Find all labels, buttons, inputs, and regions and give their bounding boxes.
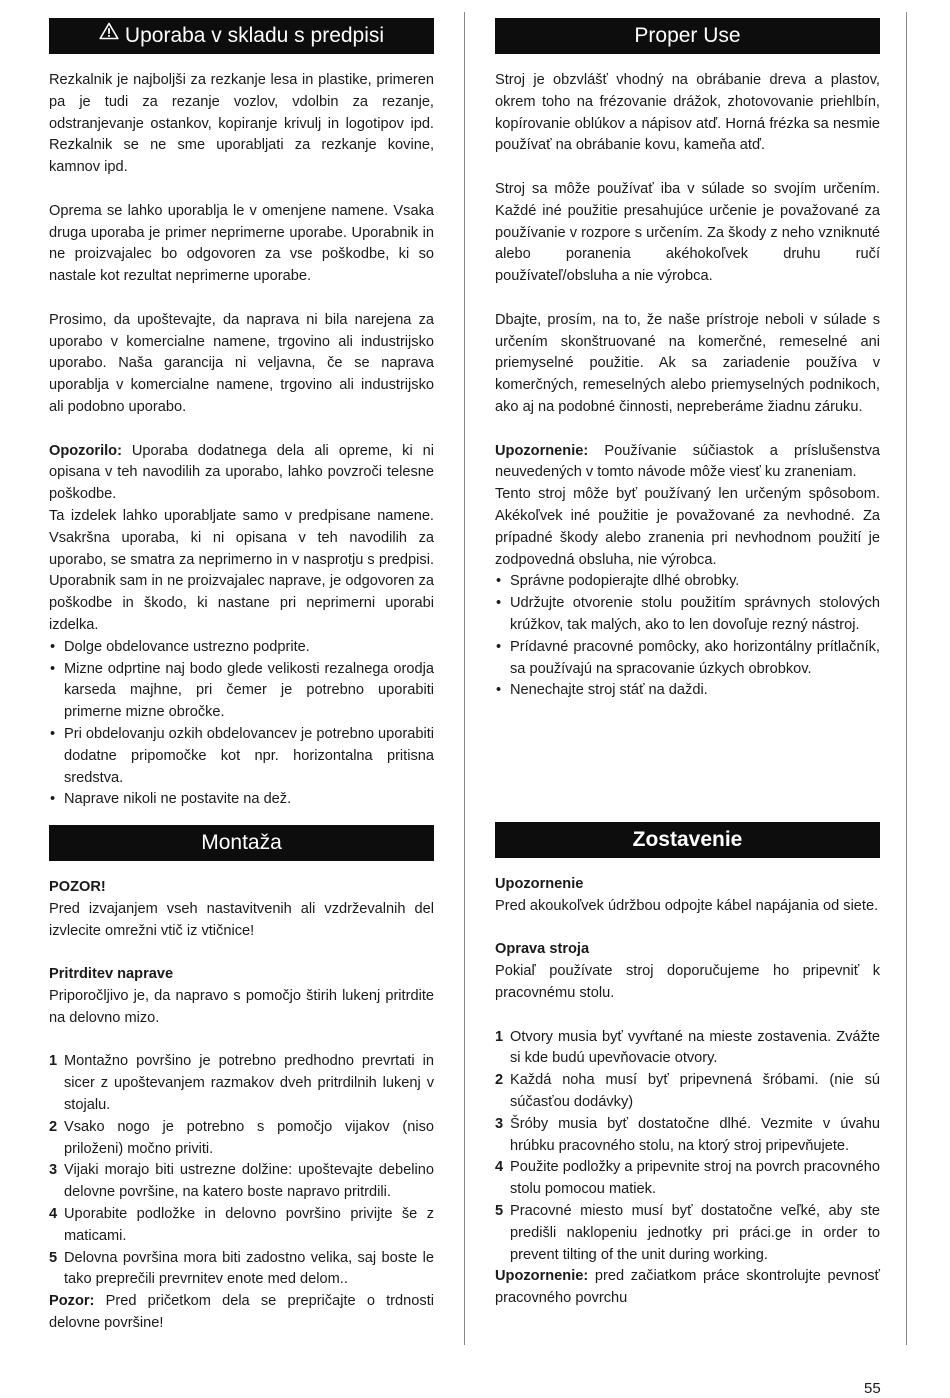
- step-text: Každá noha musí byť pripevnená šróbami. (nie sú súčasťou dodávky): [510, 1072, 880, 1110]
- paragraph: Rezkalnik je najboljši za rezkanje lesa in plastike, primeren pa je tudi za rezanje vozlov, vdolbin za rezanje, odstranjevanje ostankov, kopiranje krivulj in logotipov ipd. Rezkalnik se ne sme uporabljati za rezkanje kovine, kamnov ipd.: [49, 72, 434, 176]
- step-number: 4: [49, 1206, 58, 1223]
- list-item: [49, 1051, 434, 1116]
- step-number: 2: [495, 1072, 504, 1089]
- list-item: [495, 1114, 880, 1158]
- step-number: 3: [49, 1162, 58, 1179]
- step-text: Otvory musia byť vyvŕtané na mieste zostavenia. Zvážte si kde budú upevňovacie otvory.: [510, 1028, 880, 1067]
- subheading: Oprava stroja: [495, 941, 590, 958]
- step-number: 5: [49, 1249, 58, 1266]
- paragraph: Oprema se lahko uporablja le v omenjene namene. Vsaka druga uporaba je primer neprimerne uporabe. Uporabnik in ne proizvajalec bo odgovoren za vse poškodbe, ki so nastale kot rezultat neprimerne uporabe.: [49, 202, 434, 285]
- warning-paragraph: [495, 441, 880, 485]
- list-item: • Nenechajte stroj stáť na daždi.: [495, 680, 880, 702]
- paragraph: Ta izdelek lahko uporabljate samo v predpisane namene. Vsakršna uporaba, ki ni opisana v teh navodilih za uporabo, se smatra za neprimerno in v nasprotju s predpisi. Uporabnik sam in ne proizvajalec naprave, je odgovoren za poškodbe in škodo, ki nastane pri neprimerni uporabi izdelka.: [49, 507, 434, 633]
- list-item: [49, 1117, 434, 1161]
- list-item: [49, 1248, 434, 1292]
- caution-label: POZOR!: [49, 879, 106, 896]
- final-note: [49, 1291, 434, 1335]
- list-item: • Správne podopierajte dlhé obrobky.: [495, 571, 880, 593]
- section-title: Zostavenie: [632, 828, 743, 851]
- list-item: • Pri obdelovanju ozkih obdelovancev je potrebno uporabiti dodatne pripomočke kot npr. horizontalna pritisna sredstva.: [49, 724, 434, 789]
- list-item: [49, 1204, 434, 1248]
- caution-text: Pred izvajanjem vseh nastavitvenih ali vzdrževalnih del izvlecite omrežni vtič iz vtičnice!: [49, 900, 434, 939]
- list-item: [495, 1070, 880, 1114]
- paragraph: Stroj je obzvlášť vhodný na obrábanie dreva a plastov, okrem toho na frézovanie drážok, zhotovovanie priehlbín, kopírovanie oblúkov a nápisov atď. Horná frézka sa nesmie používať na obrábanie kovu, kameňa atď.: [495, 72, 880, 154]
- warning-text: Uporaba dodatnega dela ali opreme, ki ni opisana v teh navodilih za uporabo, lahko povzroči telesne poškodbe.: [49, 442, 434, 503]
- final-note-label: Pozor:: [49, 1293, 95, 1310]
- bullet-list: [49, 637, 434, 811]
- paragraph: Priporočljivo je, da napravo s pomočjo štirih lukenj pritrdite na delovno mizo.: [49, 988, 434, 1026]
- numbered-list: [49, 1051, 434, 1291]
- section-header-uporaba: [49, 18, 434, 54]
- section-header-zostavenie: [495, 822, 880, 858]
- subheading: Pritrditev naprave: [49, 966, 174, 983]
- section-header-proper-use: [495, 18, 880, 54]
- warning-label: Opozorilo:: [49, 442, 122, 459]
- warning-paragraph: [49, 441, 434, 506]
- step-number: 2: [49, 1118, 58, 1135]
- final-note-text: pred začiatkom práce skontrolujte pevnosť pracovného povrchu: [495, 1268, 880, 1307]
- warning-label: Upozornenie:: [495, 442, 589, 459]
- left-column: [49, 18, 434, 1335]
- paragraph: Stroj sa môže používať iba v súlade so svojím určením. Každé iné použitie presahujúce určenie je považované za používanie v rozpore s určením. Za škody z neho vzniknuté alebo poranenia akéhokoľvek druhu ručí používateľ/obsluha a nie výrobca.: [495, 180, 880, 285]
- caution-label: Upozornenie: [495, 876, 584, 892]
- list-item: • Dolge obdelovance ustrezno podprite.: [49, 637, 434, 659]
- section-title: Proper Use: [634, 24, 741, 47]
- page-number: 55: [864, 1380, 881, 1397]
- step-text: Šróby musia byť dostatočne dlhé. Vezmite v úvahu hrúbku pracovného stolu, na ktorý stroj pripevňujete.: [510, 1115, 880, 1154]
- list-item: • Udržujte otvorenie stolu použitím správnych stolových krúžkov, tak malých, ako to len dovoľuje rezný nástroj.: [495, 593, 880, 637]
- numbered-list: [495, 1027, 880, 1267]
- bullet-list: [495, 571, 880, 702]
- section-title: Uporaba v skladu s predpisi: [124, 24, 385, 47]
- list-item: [495, 1201, 880, 1266]
- list-item: • Mizne odprtine naj bodo glede velikosti rezalnega orodja karseda majhne, pri čemer je potrebno uporabiti primerne mizne obročke.: [49, 659, 434, 724]
- step-number: 5: [495, 1202, 504, 1219]
- paragraph: Tento stroj môže byť používaný len určeným spôsobom. Akékoľvek iné použitie je považované za nevhodné. Za prípadné škody alebo zranenia pri nevhodnom použití je zodpovedná obsluha, nie výrobca.: [495, 486, 880, 568]
- right-column-lower: [495, 822, 880, 1310]
- step-text: Vsako nogo je potrebno s pomočjo vijakov (niso priloženi) močno priviti.: [64, 1118, 434, 1157]
- list-item: • Naprave nikoli ne postavite na dež.: [49, 789, 434, 811]
- step-number: 4: [495, 1159, 504, 1176]
- list-item: [495, 1027, 880, 1071]
- list-item: [49, 1160, 434, 1204]
- step-number: 3: [495, 1115, 504, 1132]
- step-text: Pracovné miesto musí byť dostatočne veľké, aby ste predišli naklopeniu jednotky pri práci.ge in order to prevent tilting of the unit during working.: [510, 1202, 880, 1263]
- step-text: Delovna površina mora biti zadostno velika, saj boste le tako preprečili prevrnitev enote med delom..: [64, 1249, 434, 1288]
- step-text: Uporabite podložke in delovno površino privijte še z maticami.: [64, 1206, 434, 1244]
- list-item: • Prídavné pracovné pomôcky, ako horizontálny prítlačník, sa používajú na spracovanie úzkych obrobkov.: [495, 637, 880, 681]
- paragraph: Pokiaľ používate stroj doporučujeme ho pripevniť k pracovnému stolu.: [495, 963, 880, 1001]
- warning-icon: [99, 16, 119, 52]
- step-text: Montažno površino je potrebno predhodno prevrtati in sicer z upoštevanjem razmakov dveh pritrdilnih lukenj v stojalu.: [64, 1053, 434, 1114]
- caution-text: Pred akoukoľvek údržbou odpojte kábel napájania od siete.: [495, 897, 879, 914]
- final-note-label: Upozornenie:: [495, 1268, 589, 1285]
- paragraph: Dbajte, prosím, na to, že naše prístroje neboli v súlade s určením skonštruované na komerčné, remeselné ani priemyselné použitie. Ak sa zariadenie používa v komerčných, remeselných alebo priemyselných podnikoch, ako aj na podobné činnosti, nepreberáme žiadnu záruku.: [495, 311, 880, 415]
- step-number: 1: [49, 1053, 58, 1070]
- step-number: 1: [495, 1028, 504, 1045]
- column-divider-right: [906, 12, 907, 1345]
- list-item: [495, 1157, 880, 1201]
- section-header-montaza: [49, 825, 434, 861]
- step-text: Vijaki morajo biti ustrezne dolžine: upoštevajte debelino delovne površine, na katero boste napravo pritrdili.: [64, 1162, 434, 1201]
- final-note-text: Pred pričetkom dela se prepričajte o trdnosti delovne površine!: [49, 1293, 434, 1332]
- step-text: Použite podložky a pripevnite stroj na povrch pracovného stolu pomocou matiek.: [510, 1159, 880, 1198]
- final-note: [495, 1266, 880, 1310]
- column-divider-left: [464, 12, 465, 1345]
- right-column: [495, 18, 880, 702]
- paragraph: Prosimo, da upoštevajte, da naprava ni bila narejena za uporabo v komercialne namene, trgovino ali industrijsko uporabo. Naša garancija ni veljavna, če se naprava uporablja v komercialne namene, trgovino ali industrijsko ali podobno uporabo.: [49, 311, 434, 415]
- warning-text: Používanie súčiastok a príslušenstva neuvedených v tomto návode môže viesť ku zraneniam.: [495, 442, 880, 481]
- section-title: Montaža: [201, 831, 282, 855]
